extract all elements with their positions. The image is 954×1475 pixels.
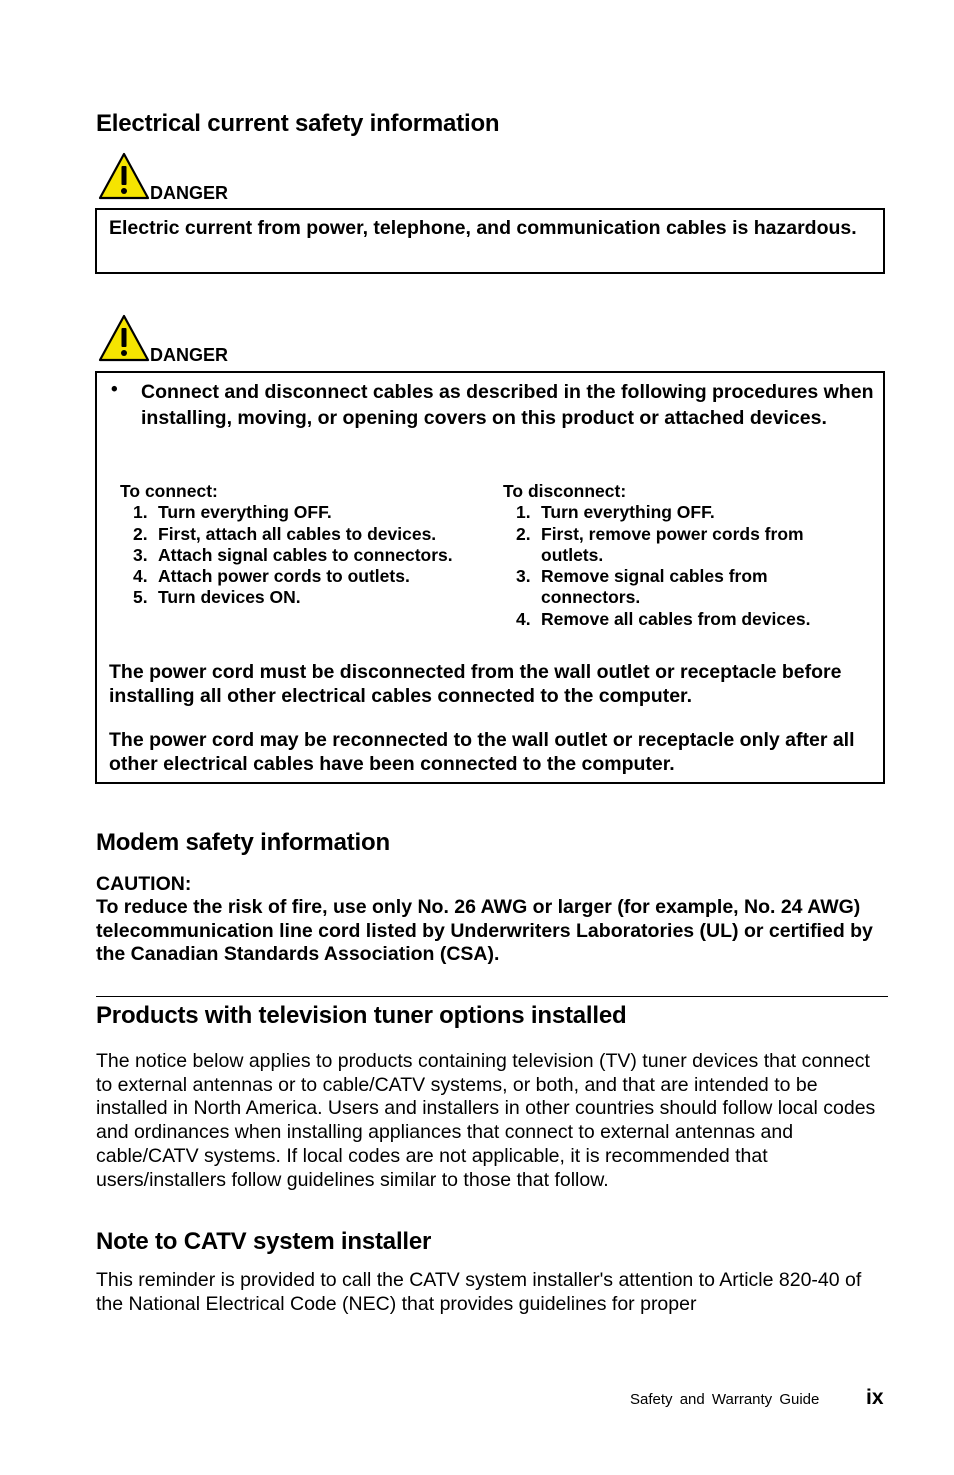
danger-text: Electric current from power, telephone, and communication cables is hazardous. xyxy=(109,217,857,239)
power-cord-disconnect-note: The power cord must be disconnected from the wall outlet or receptacle before installing all other electrical cables connected to the computer. xyxy=(109,661,842,707)
list-item xyxy=(120,524,490,545)
step-text: Attach signal cables to connectors. xyxy=(158,544,453,565)
connect-procedure xyxy=(120,481,490,609)
bullet-marker: • xyxy=(111,379,118,400)
step-number: 4. xyxy=(133,566,148,587)
step-text: Turn devices ON. xyxy=(158,587,301,608)
connect-title: To connect: xyxy=(120,481,218,501)
list-item xyxy=(503,566,831,609)
danger-header-2 xyxy=(98,314,398,366)
step-text: Remove signal cables from connectors. xyxy=(541,566,768,608)
list-item xyxy=(120,545,490,566)
step-number: 1. xyxy=(133,502,148,523)
step-number: 3. xyxy=(133,544,148,565)
danger-box-1 xyxy=(95,208,885,274)
section-divider xyxy=(96,996,888,997)
tv-tuner-body: The notice below applies to products containing television (TV) tuner devices that connect to external antennas or to cable/CATV systems, or both, and that are intended to be installed in North America. Users and installers in other countries should follow local codes and ordinances when installing appliances that connect to external antennas and cable/CATV systems. If local codes are not applicable, it is recommended that users/installers follow guidelines similar to those that follow. xyxy=(96,1050,876,1191)
catv-body: This reminder is provided to call the CATV system installer's attention to Article 820-40 of the National Electrical Code (NEC) that provides guidelines for proper xyxy=(96,1269,862,1315)
step-number: 3. xyxy=(516,566,531,587)
step-number: 1. xyxy=(516,502,531,523)
warning-triangle-icon xyxy=(98,314,150,362)
list-item xyxy=(120,566,490,587)
step-text: Turn everything OFF. xyxy=(541,502,715,523)
warning-triangle-icon xyxy=(98,152,150,200)
danger-label: DANGER xyxy=(150,183,229,203)
heading-electrical-safety: Electrical current safety information xyxy=(96,110,500,137)
step-text: First, attach all cables to devices. xyxy=(158,523,437,544)
disconnect-procedure xyxy=(503,481,873,630)
caution-label: CAUTION: xyxy=(96,873,192,895)
step-text: First, remove power cords from outlets. xyxy=(541,523,804,565)
power-cord-reconnect-note: The power cord may be reconnected to the wall outlet or receptacle only after all other electrical cables have been connected to the computer. xyxy=(109,729,855,775)
heading-tv-tuner: Products with television tuner options installed xyxy=(96,1002,627,1029)
danger-header-1 xyxy=(98,152,398,204)
danger-label: DANGER xyxy=(150,345,229,365)
step-text: Attach power cords to outlets. xyxy=(158,566,410,587)
footer-guide-title: Safety and Warranty Guide xyxy=(630,1391,820,1408)
step-number: 5. xyxy=(133,587,148,608)
list-item xyxy=(503,524,841,567)
list-item xyxy=(120,587,490,608)
footer-page-number: ix xyxy=(866,1386,884,1409)
step-text: Remove all cables from devices. xyxy=(541,608,811,629)
heading-modem-safety: Modem safety information xyxy=(96,829,390,856)
list-item xyxy=(503,609,873,630)
step-number: 4. xyxy=(516,608,531,629)
list-item xyxy=(503,502,873,523)
step-number: 2. xyxy=(133,523,148,544)
bullet-text: Connect and disconnect cables as described in the following procedures when installing, moving, or opening covers on this product or attached devices. xyxy=(141,381,874,429)
step-number: 2. xyxy=(516,523,531,544)
danger-box-2 xyxy=(95,371,885,784)
list-item xyxy=(120,502,490,523)
step-text: Turn everything OFF. xyxy=(158,502,332,523)
disconnect-title: To disconnect: xyxy=(503,481,627,501)
caution-text: To reduce the risk of fire, use only No. 26 AWG or larger (for example, No. 24 AWG) telecommunication line cord listed by Underwriters Laboratories (UL) or certified by the Canadian Standards Association (CSA). xyxy=(96,896,873,966)
heading-catv-note: Note to CATV system installer xyxy=(96,1228,432,1255)
